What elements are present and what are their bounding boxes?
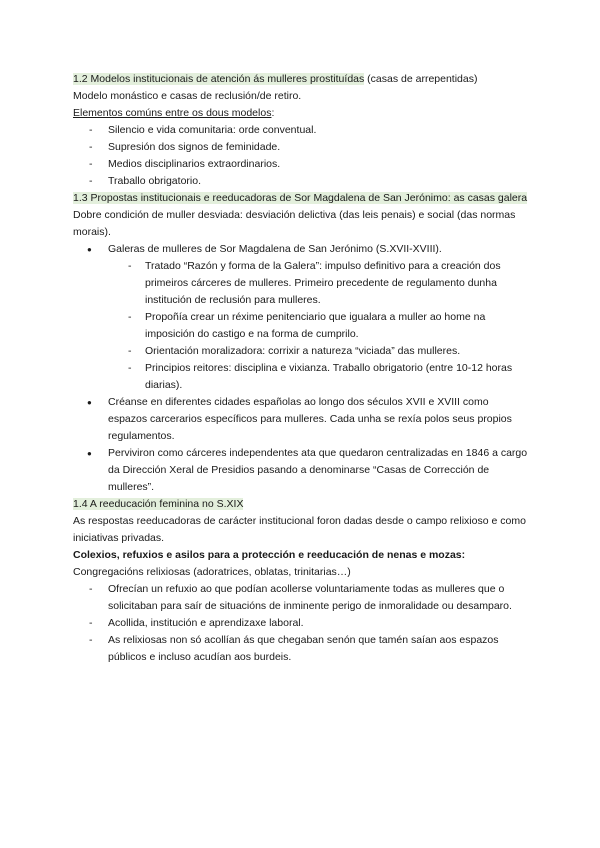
congregations-list [73, 581, 528, 666]
sub-list-item: - Principios reitores: disciplina e vixianza. Traballo obrigatorio (entre 10-12 horas diarias). [73, 360, 528, 394]
common-elements-colon: : [271, 107, 275, 119]
list-item-galeras [73, 241, 528, 394]
list-item: - Medios disciplinarios extraordinarios. [73, 156, 528, 173]
list-item: - Ofrecían un refuxio ao que podían acollerse voluntariamente todas as mulleres que o solicitaban para saír de situacións de inminente perigo de inmoralidade ou desamparo. [73, 581, 528, 615]
galeras-text: Galeras de mulleres de Sor Magdalena de San Jerónimo (S.XVII-XVIII). [108, 243, 442, 255]
common-elements-list [73, 122, 528, 190]
section-1-4-heading-highlight: 1.4 A reeducación feminina no S.XIX [73, 498, 244, 510]
section-1-2-heading-rest: (casas de arrepentidas) [364, 73, 478, 85]
list-item: - As relixiosas non só acollían ás que chegaban senón que tamén saían aos espazos públicos e incluso acudían aos burdeis. [73, 632, 528, 666]
section-1-2-heading-highlight: 1.2 Modelos institucionais de atención ás mulleres prostituídas [73, 73, 365, 85]
section-1-4-bold-title: Colexios, refuxios e asilos para a protección e reeducación de nenas e mozas: [73, 549, 466, 561]
model-line: Modelo monástico e casas de reclusión/de retiro. [73, 90, 302, 102]
common-elements-underlined: Elementos comúns entre os dous modelos [73, 107, 272, 119]
list-item: ● Créanse en diferentes cidades españolas ao longo dos séculos XVII e XVIII como espazos carcerarios específicos para mulleres. Cada unha se rexía polos seus propios regulamentos. [73, 394, 528, 445]
section-1-3-heading-highlight: 1.3 Propostas institucionais e reeducadoras de Sor Magdalena de San Jerónimo: as casas galera [73, 192, 528, 204]
galeras-bullet-list [73, 241, 528, 496]
congregations-line: Congregacións relixiosas (adoratrices, oblatas, trinitarias…) [73, 566, 351, 578]
sub-list-item: - Orientación moralizadora: corrixir a natureza “viciada” das mulleres. [73, 343, 528, 360]
document-body [73, 71, 528, 666]
galeras-sub-list [73, 258, 528, 394]
sub-list-item: - Tratado “Razón y forma de la Galera”: impulso definitivo para a creación dos primeiros cárceres de mulleres. Primeiro precedente de regulamento dunha institución de reclusión para mulleres. [73, 258, 528, 309]
sub-list-item: - Propoñía crear un réxime penitenciario que igualara a muller ao home na imposición do castigo e na forma de cumprilo. [73, 309, 528, 343]
list-item: - Traballo obrigatorio. [73, 173, 528, 190]
section-1-2-heading [73, 71, 528, 88]
list-item: ● Perviviron como cárceres independentes ata que quedaron centralizadas en 1846 a cargo da Dirección Xeral de Presidios pasando a denominarse “Casas de Corrección de mulleres”. [73, 445, 528, 496]
section-1-3-heading [73, 190, 528, 207]
section-1-4-heading [73, 496, 528, 513]
section-1-4-intro: As respostas reeducadoras de carácter institucional foron dadas desde o campo relixioso e como iniciativas privadas. [73, 515, 526, 544]
common-elements-label [73, 105, 528, 122]
list-item: - Supresión dos signos de feminidade. [73, 139, 528, 156]
section-1-3-intro: Dobre condición de muller desviada: desviación delictiva (das leis penais) e social (das normas morais). [73, 209, 516, 238]
list-item: - Silencio e vida comunitaria: orde conventual. [73, 122, 528, 139]
list-item: - Acollida, institución e aprendizaxe laboral. [73, 615, 528, 632]
